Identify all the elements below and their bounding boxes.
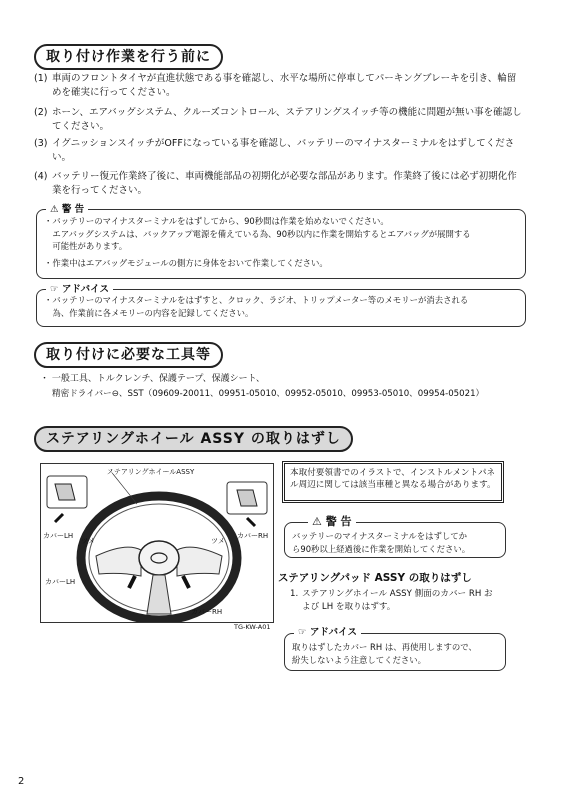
item-number: (3)	[34, 138, 48, 149]
label-tsume: ツメ	[81, 537, 95, 545]
warning-label: 警 告	[325, 515, 352, 528]
notice-box: 本取付要領書でのイラストで、インストルメントパネル周辺に関しては該当車種と異なる場合があります。	[282, 461, 504, 503]
section-title-tools: 取り付けに必要な工具等	[34, 342, 223, 368]
label-cover-lh: カバーLH	[45, 578, 76, 586]
step-number: 1.	[290, 589, 299, 599]
section-title-removal: ステアリングホイール ASSY の取りはずし	[34, 426, 353, 452]
label-cover-rh: カバーRH	[237, 532, 269, 540]
diagram-code: TG-KW-A01	[234, 623, 271, 631]
warning-triangle-icon: ⚠	[50, 204, 59, 215]
warning-line: ・作業中はエアバッグモジュールの側方に身体をおいて作業してください。	[44, 257, 328, 268]
steering-wheel-illustration	[41, 464, 273, 622]
label-cover-rh: カバーRH	[191, 608, 223, 616]
warning-title	[46, 201, 88, 215]
steering-wheel-diagram	[40, 463, 274, 623]
pointing-hand-icon: ☞	[298, 627, 307, 638]
warning-line: ら90秒以上経過後に作業を開始してください。	[292, 543, 471, 554]
warning-label: 警 告	[61, 204, 85, 215]
warning-text	[44, 215, 520, 269]
item-text: 車両のフロントタイヤが直進状態である事を確認し、水平な場所に停車してパーキングブレーキを引き、輪留めを確実に行ってください。	[52, 73, 517, 98]
pointing-hand-icon: ☞	[50, 284, 59, 295]
advice-title	[294, 624, 361, 638]
tools-line-2: 精密ドライバー⊖、SST（09609-20011、09951-05010、09952-05010、09953-05010、09954-05021）	[52, 389, 485, 399]
item-number: (2)	[34, 107, 48, 118]
subheading: ステアリングパッド ASSY の取りはずし	[278, 572, 472, 584]
item-number: (4)	[34, 171, 48, 182]
advice-line: 取りはずしたカバー RH は、再使用しますので、	[292, 642, 477, 652]
advice-text	[292, 641, 502, 666]
step-text	[302, 588, 512, 613]
step-line: よび LH を取りはずす。	[302, 601, 396, 612]
label-steering-wheel-assy: ステアリングホイールASSY	[107, 468, 195, 476]
section-title-prep: 取り付け作業を行う前に	[34, 44, 223, 70]
warning-line: 可能性があります。	[44, 241, 128, 251]
warning-line: エアバッグシステムは、バックアップ電源を備えている為、90秒以内に作業を開始するとエアバッグが展開する	[44, 228, 471, 239]
warning-line: バッテリーのマイナスターミナルをはずしてか	[292, 531, 467, 541]
advice-text	[44, 294, 520, 319]
advice-line: 紛失しないよう注意してください。	[292, 654, 426, 665]
warning-line: ・バッテリーのマイナスターミナルをはずしてから、90秒間は作業を始めないでください。	[44, 216, 389, 226]
label-cover-lh: カバーLH	[43, 532, 74, 540]
advice-title	[46, 281, 113, 295]
tools-line-1: ・ 一般工具、トルクレンチ、保護テープ、保護シート、	[40, 374, 265, 384]
item-text: ホーン、エアバッグシステム、クルーズコントロール、ステアリングスイッチ等の機能に問題が無い事を確認してください。	[52, 107, 522, 132]
advice-label: アドバイス	[61, 284, 110, 295]
step-line: ステアリングホイール ASSY 側面のカバー RH お	[302, 589, 493, 599]
warning-triangle-icon: ⚠	[312, 515, 322, 528]
page-number: 2	[18, 776, 25, 787]
label-tsume: ツメ	[211, 537, 225, 545]
warning-text	[292, 530, 502, 555]
item-text: イグニッションスイッチがOFFになっている事を確認し、バッテリーのマイナスターミナルをはずしてください。	[52, 138, 515, 163]
item-number: (1)	[34, 73, 48, 84]
advice-line: 為、作業前に各メモリーの内容を記録してください。	[44, 307, 254, 318]
advice-line: ・バッテリーのマイナスターミナルをはずすと、クロック、ラジオ、トリップメーター等のメモリーが消去される	[44, 295, 469, 305]
advice-label: アドバイス	[309, 627, 358, 638]
warning-title	[308, 513, 356, 529]
item-text: バッテリー復元作業終了後に、車両機能部品の初期化が必要な部品があります。作業終了後には必ず初期化作業を行ってください。	[52, 171, 517, 196]
